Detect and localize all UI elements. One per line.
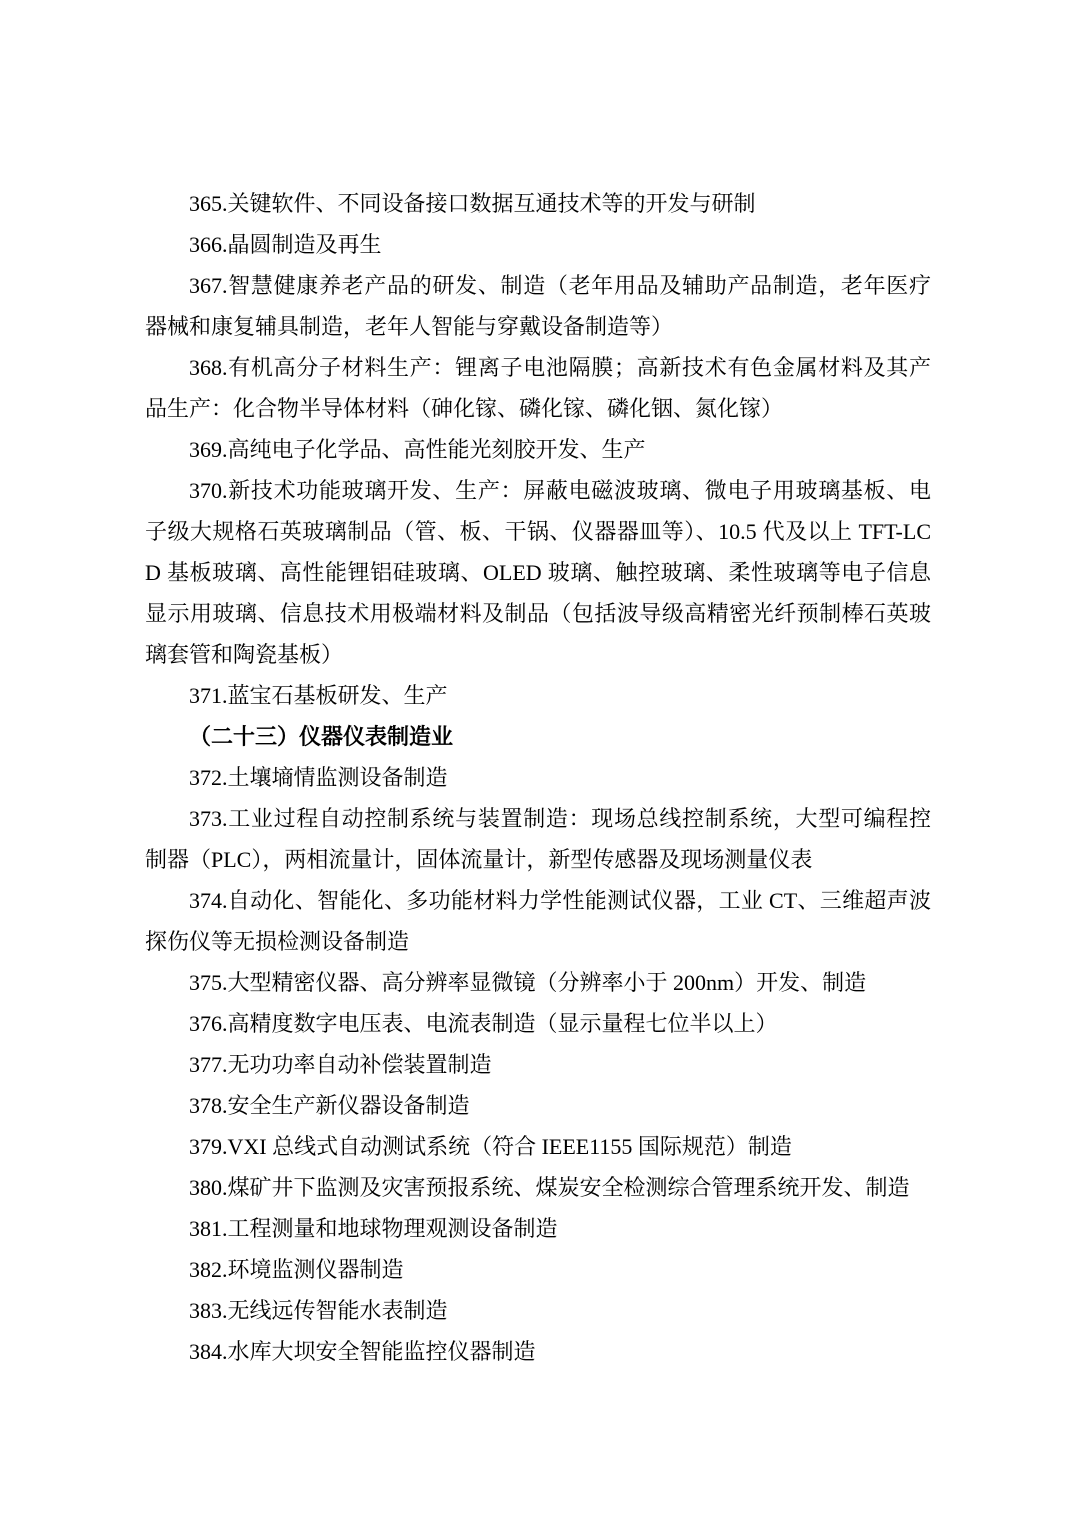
document-body (145, 183, 931, 1372)
list-item: 369.高纯电子化学品、高性能光刻胶开发、生产 (189, 437, 646, 462)
list-item: 373.工业过程自动控制系统与装置制造：现场总线控制系统，大型可编程控制器（PLC），两相流量计，固体流量计，新型传感器及现场测量仪表 (145, 806, 931, 872)
list-item: 379.VXI 总线式自动测试系统（符合 IEEE1155 国际规范）制造 (189, 1134, 792, 1159)
list-item: 376.高精度数字电压表、电流表制造（显示量程七位半以上） (189, 1011, 778, 1036)
list-item: 371.蓝宝石基板研发、生产 (189, 683, 448, 708)
list-item: 375.大型精密仪器、高分辨率显微镜（分辨率小于 200nm）开发、制造 (189, 970, 867, 995)
list-item: 366.晶圆制造及再生 (189, 232, 382, 257)
list-item: 378.安全生产新仪器设备制造 (189, 1093, 470, 1118)
list-item: 383.无线远传智能水表制造 (189, 1298, 448, 1323)
list-item: 370.新技术功能玻璃开发、生产：屏蔽电磁波玻璃、微电子用玻璃基板、电子级大规格石英玻璃制品（管、板、干锅、仪器器皿等）、10.5 代及以上 TFT-LCD 基板玻璃、高性能锂铝硅玻璃、OLED 玻璃、触控玻璃、柔性玻璃等电子信息显示用玻璃、信息技术用极端材料及制品（包括波导级高精密光纤预制棒石英玻璃套管和陶瓷基板） (145, 478, 931, 667)
section-heading: （二十三）仪器仪表制造业 (189, 724, 454, 749)
list-item: 384.水库大坝安全智能监控仪器制造 (189, 1339, 536, 1364)
list-item: 380.煤矿井下监测及灾害预报系统、煤炭安全检测综合管理系统开发、制造 (189, 1175, 910, 1200)
list-item: 382.环境监测仪器制造 (189, 1257, 404, 1282)
list-item: 367.智慧健康养老产品的研发、制造（老年用品及辅助产品制造，老年医疗器械和康复辅具制造，老年人智能与穿戴设备制造等） (145, 273, 931, 339)
list-item: 368.有机高分子材料生产：锂离子电池隔膜；高新技术有色金属材料及其产品生产：化合物半导体材料（砷化镓、磷化镓、磷化铟、氮化镓） (145, 355, 931, 421)
list-item: 365.关键软件、不同设备接口数据互通技术等的开发与研制 (189, 191, 756, 216)
list-item: 372.土壤墒情监测设备制造 (189, 765, 448, 790)
list-item: 374.自动化、智能化、多功能材料力学性能测试仪器，工业 CT、三维超声波探伤仪等无损检测设备制造 (145, 888, 931, 954)
list-item: 381.工程测量和地球物理观测设备制造 (189, 1216, 558, 1241)
list-item: 377.无功功率自动补偿装置制造 (189, 1052, 492, 1077)
